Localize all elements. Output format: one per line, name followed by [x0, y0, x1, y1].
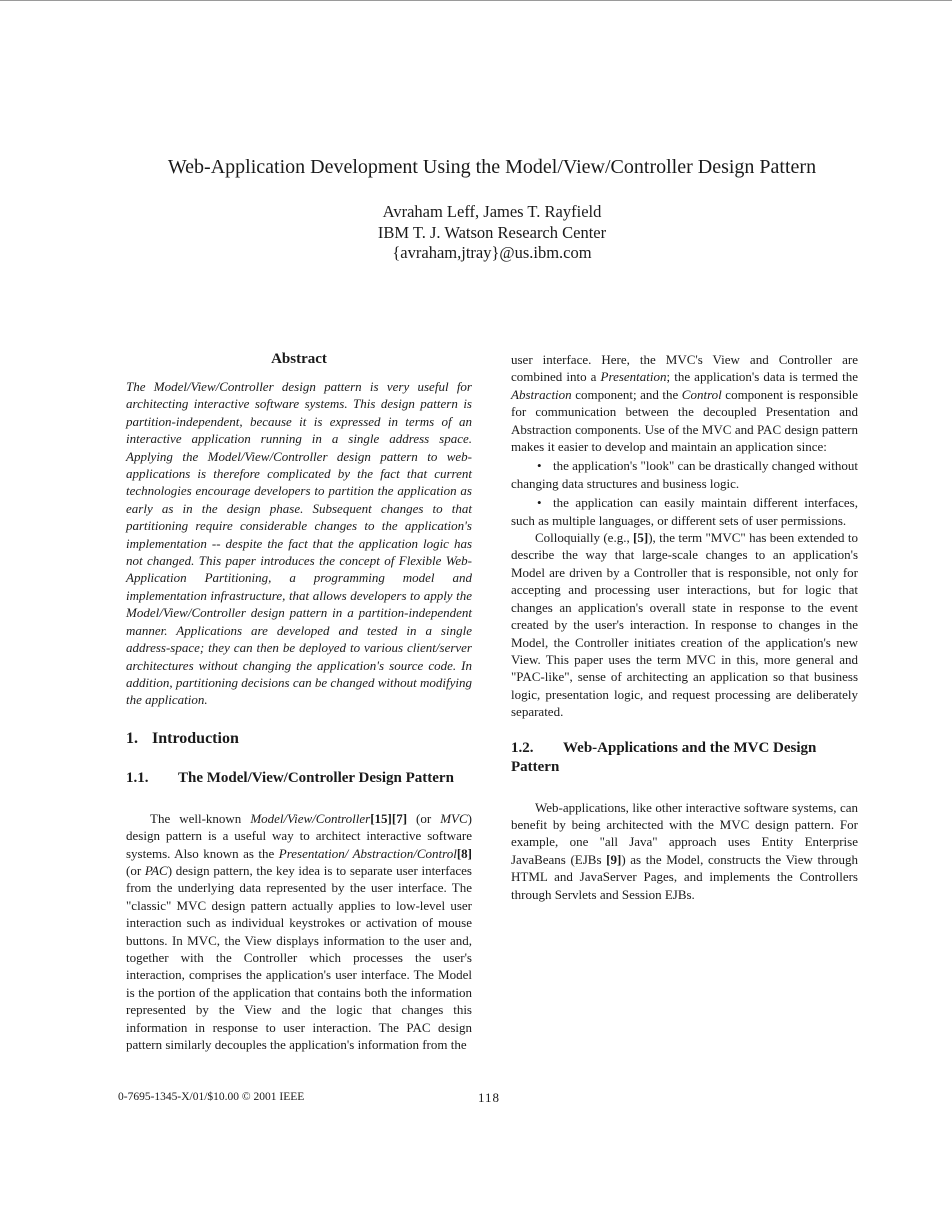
abstract-heading: Abstract — [271, 351, 327, 367]
bullet-item — [511, 494, 858, 529]
author-block — [0, 202, 952, 264]
text-run: (or — [407, 810, 441, 826]
citation: [5] — [633, 530, 649, 546]
bullet-icon: • — [537, 458, 542, 474]
subsection-1-2-heading — [511, 739, 858, 777]
text-run: The well-known — [150, 810, 251, 826]
section-number: 1. — [126, 729, 138, 747]
citation: [15][7] — [370, 810, 408, 826]
paper-title: Web-Application Development Using the Model/View/Controller Design Pattern — [167, 156, 817, 178]
section-title: Introduction — [152, 729, 239, 747]
page-number: 118 — [478, 1090, 501, 1105]
author-names: Avraham Leff, James T. Rayfield — [382, 202, 602, 221]
right-column — [511, 351, 858, 903]
term-pac-abbr: PAC — [144, 862, 168, 878]
text-run: user interface. Here, the MVC's View and Controller are combined into a — [511, 352, 858, 385]
text-run: component; and the — [571, 386, 682, 402]
paragraph-mvc-colloquial — [511, 529, 858, 720]
text-run: ; the application's data is termed the — [666, 369, 859, 385]
term-control: Control — [681, 386, 722, 402]
paragraph-web-applications — [511, 799, 858, 903]
section-introduction-heading — [126, 729, 472, 749]
term-mvc: Model/View/Controller — [250, 810, 371, 826]
subsection-number: 1.1. — [126, 769, 149, 786]
bullet-icon: • — [537, 495, 542, 511]
copyright-notice: 0-7695-1345-X/01/$10.00 © 2001 IEEE — [118, 1091, 305, 1103]
text-run: Colloquially (e.g., — [535, 530, 634, 546]
subsection-title: The Model/View/Controller Design Pattern — [178, 769, 454, 786]
left-column — [126, 350, 472, 1053]
term-presentation: Presentation — [600, 369, 667, 385]
text-run: ) as the Model, constructs the View through HTML and JavaServer Pages, and implements the Controllers through Servlets and Session EJBs. — [511, 851, 858, 902]
subsection-1-1-heading — [126, 769, 472, 788]
subsection-title: Web-Applications and the MVC Design Pattern — [511, 739, 817, 775]
term-abstraction: Abstraction — [511, 386, 572, 402]
text-run: component is responsible for communication between the decoupled Presentation and Abstraction components. Use of the MVC and PAC design pattern makes it easier to develop and maintain an application since: — [511, 386, 858, 455]
text-run: ), the term "MVC" has been extended to describe the way that large-scale changes to an application's Model are driven by a Controller that is responsible, not only for accepting and processing user interactions, but for logic that changes an application's overall state in response to the event created by the user's interaction. In response to changes in the Model, the Controller initiates creation of the application's new View. This paper uses the term MVC in this, more general and "PAC-like", sense of architecting an application so that business logic, presentation logic, and request processing are deliberately separated. — [511, 530, 858, 720]
subsection-number: 1.2. — [511, 739, 534, 756]
text-run: (or — [126, 862, 145, 878]
abstract-text: The Model/View/Controller design pattern is very useful for architecting interactive software systems. This design pattern is partition-independent, because it is expressed in terms of an interactive application running in a single address space. Applying the Model/View/Controller design pattern to web-applications is therefore complicated by the fact that current technologies encourage developers to partition the application as early as in the design phase. Subsequent changes to that partitioning require considerable changes to the application's implementation -- despite the fact that the application logic has not changed. This paper introduces the concept of Flexible Web-Application Partitioning, a programming model and implementation infrastructure, that allows developers to apply the Model/View/Controller design pattern in a partition-independent manner. Applications are developed and tested in a single address-space; they can then be deployed to various client/server architectures without changing the application's source code. In addition, partitioning decisions can be changed without modifying the application. — [126, 379, 472, 708]
citation: [8] — [456, 845, 472, 861]
bullet-text: the application's "look" can be drastically changed without changing data structures and business logic. — [511, 458, 859, 491]
text-run: Web-applications, like other interactive software systems, can benefit by being architected with the MVC design pattern. For example, one "all Java" approach uses Entity Enterprise JavaBeans (EJBs — [511, 799, 858, 867]
paragraph-mvc-intro — [511, 351, 858, 455]
term-pac: Presentation/ Abstraction/Control — [278, 845, 457, 861]
text-run: ) design pattern, the key idea is to separate user interfaces from the underlying data represented by the user interface. The "classic" MVC design pattern actually applies to low-level user interaction such as individual keystrokes or activation of mouse buttons. In MVC, the View displays information to the user and, together with the Controller which processes the user's interaction, comprises the application's user interface. The Model is the portion of the application that contains both the information represented by the View and the logic that changes this information in response to user interaction. The PAC design pattern similarly decouples the application's information from the — [126, 862, 472, 1052]
term-mvc-abbr: MVC — [440, 810, 468, 826]
top-border-line — [0, 0, 952, 1]
bullet-text: the application can easily maintain different interfaces, such as multiple languages, or different sets of user permissions. — [511, 495, 858, 528]
paragraph-mvc-intro — [126, 810, 472, 1054]
bullet-item — [511, 457, 858, 492]
citation: [9] — [606, 851, 622, 867]
author-email: {avraham,jtray}@us.ibm.com — [392, 243, 592, 262]
author-affiliation: IBM T. J. Watson Research Center — [377, 222, 607, 242]
text-run: ) design pattern is a useful way to architect interactive software systems. Also known as the — [126, 810, 472, 861]
